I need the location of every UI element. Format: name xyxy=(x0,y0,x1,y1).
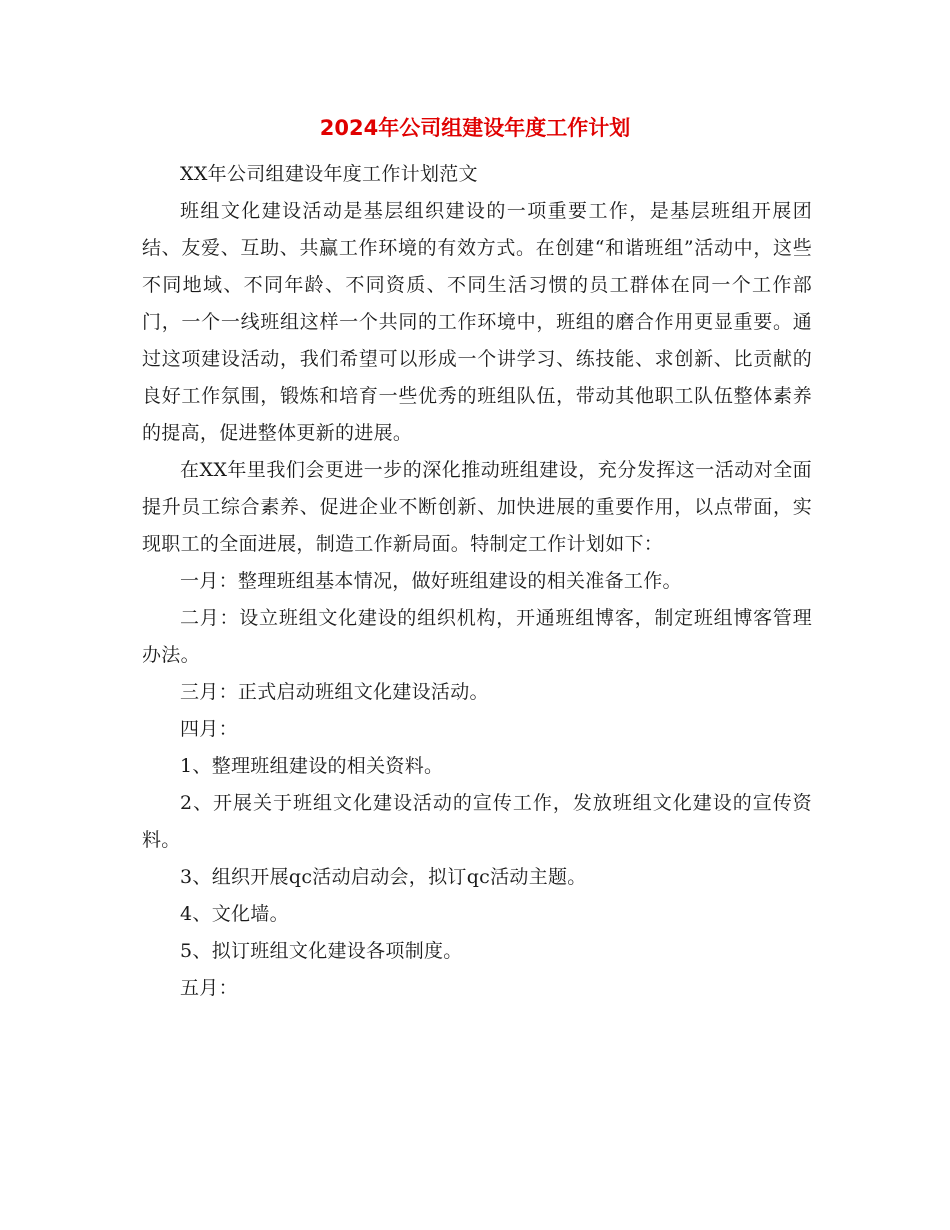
document-body xyxy=(142,156,812,1007)
paragraph-march: 三月：正式启动班组文化建设活动。 xyxy=(180,681,489,703)
document-title: 2024年公司组建设年度工作计划 xyxy=(319,116,631,140)
paragraph-april-item-2: 2、开展关于班组文化建设活动的宣传工作，发放班组文化建设的宣传资料。 xyxy=(142,792,812,851)
paragraph-april-item-4: 4、文化墙。 xyxy=(180,903,289,925)
paragraph-april-item-1: 1、整理班组建设的相关资料。 xyxy=(180,755,444,777)
paragraph-april-item-5: 5、拟订班组文化建设各项制度。 xyxy=(180,940,463,962)
paragraph-subtitle: XX年公司组建设年度工作计划范文 xyxy=(180,163,478,185)
paragraph-january: 一月：整理班组基本情况，做好班组建设的相关准备工作。 xyxy=(180,570,682,592)
paragraph-intro: 班组文化建设活动是基层组织建设的一项重要工作，是基层班组开展团结、友爱、互助、共赢工作环境的有效方式。在创建“和谐班组”活动中，这些不同地域、不同年龄、不同资质、不同生活习惯的员工群体在同一个工作部门，一个一线班组这样一个共同的工作环境中，班组的磨合作用更显重要。通过这项建设活动，我们希望可以形成一个讲学习、练技能、求创新、比贡献的良好工作氛围，锻炼和培育一些优秀的班组队伍，带动其他职工队伍整体素养的提高，促进整体更新的进展。 xyxy=(142,200,812,444)
paragraph-may: 五月： xyxy=(180,977,238,999)
paragraph-april-item-3: 3、组织开展qc活动启动会，拟订qc活动主题。 xyxy=(180,866,587,888)
paragraph-april: 四月： xyxy=(180,718,238,740)
paragraph-plan: 在XX年里我们会更进一步的深化推动班组建设，充分发挥这一活动对全面提升员工综合素养、促进企业不断创新、加快进展的重要作用，以点带面，实现职工的全面进展，制造工作新局面。特制定工作计划如下： xyxy=(142,459,812,555)
paragraph-february: 二月：设立班组文化建设的组织机构，开通班组博客，制定班组博客管理办法。 xyxy=(142,607,812,666)
